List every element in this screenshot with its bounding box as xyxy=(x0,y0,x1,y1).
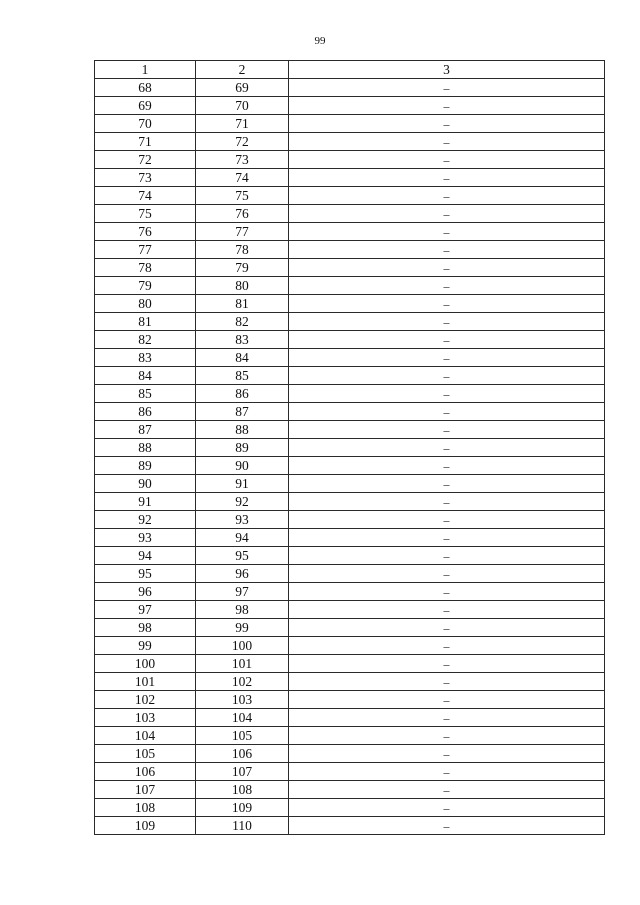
table-cell-col-1: 80 xyxy=(95,295,196,313)
table-cell-col-3: – xyxy=(289,295,605,313)
table-cell-col-2: 70 xyxy=(196,97,289,115)
table-cell-col-1: 79 xyxy=(95,277,196,295)
table-row xyxy=(95,817,605,835)
table-row xyxy=(95,259,605,277)
table-row xyxy=(95,205,605,223)
table-cell-col-3: – xyxy=(289,529,605,547)
table-cell-col-1: 68 xyxy=(95,79,196,97)
table-cell-col-1: 75 xyxy=(95,205,196,223)
table-cell-col-3: – xyxy=(289,673,605,691)
table-cell-col-3: – xyxy=(289,349,605,367)
table-cell-col-1: 105 xyxy=(95,745,196,763)
table-cell-col-3: – xyxy=(289,619,605,637)
table-row xyxy=(95,133,605,151)
table-cell-col-1: 98 xyxy=(95,619,196,637)
table-cell-col-2: 85 xyxy=(196,367,289,385)
table-cell-col-3: – xyxy=(289,367,605,385)
table-cell-col-3: – xyxy=(289,565,605,583)
table-cell-col-2: 78 xyxy=(196,241,289,259)
table-row xyxy=(95,619,605,637)
table-row xyxy=(95,529,605,547)
table-cell-col-2: 95 xyxy=(196,547,289,565)
table-row xyxy=(95,601,605,619)
table-cell-col-1: 77 xyxy=(95,241,196,259)
table-row xyxy=(95,223,605,241)
table-row xyxy=(95,799,605,817)
table-row xyxy=(95,781,605,799)
table-cell-col-1: 83 xyxy=(95,349,196,367)
table-row xyxy=(95,709,605,727)
table-cell-col-3: – xyxy=(289,655,605,673)
table-cell-col-2: 82 xyxy=(196,313,289,331)
table-row xyxy=(95,367,605,385)
table-cell-col-2: 108 xyxy=(196,781,289,799)
table-cell-col-2: 106 xyxy=(196,745,289,763)
table-cell-col-2: 80 xyxy=(196,277,289,295)
table-cell-col-2: 81 xyxy=(196,295,289,313)
table-cell-col-3: – xyxy=(289,493,605,511)
table-row xyxy=(95,97,605,115)
table-cell-col-3: – xyxy=(289,457,605,475)
table-cell-col-3: – xyxy=(289,223,605,241)
table-cell-col-2: 99 xyxy=(196,619,289,637)
table-cell-col-2: 83 xyxy=(196,331,289,349)
table-cell-col-3: – xyxy=(289,745,605,763)
table-cell-col-1: 82 xyxy=(95,331,196,349)
table-cell-col-1: 106 xyxy=(95,763,196,781)
table-body xyxy=(95,79,605,835)
table-cell-col-1: 101 xyxy=(95,673,196,691)
table-cell-col-3: – xyxy=(289,475,605,493)
table-row xyxy=(95,439,605,457)
table-row xyxy=(95,349,605,367)
table-cell-col-1: 91 xyxy=(95,493,196,511)
table-cell-col-1: 97 xyxy=(95,601,196,619)
table-cell-col-1: 90 xyxy=(95,475,196,493)
table-cell-col-1: 86 xyxy=(95,403,196,421)
table-cell-col-3: – xyxy=(289,277,605,295)
table-cell-col-2: 110 xyxy=(196,817,289,835)
table-cell-col-2: 96 xyxy=(196,565,289,583)
table-cell-col-1: 78 xyxy=(95,259,196,277)
table-cell-col-1: 107 xyxy=(95,781,196,799)
table-cell-col-2: 71 xyxy=(196,115,289,133)
table-row xyxy=(95,763,605,781)
table-row xyxy=(95,151,605,169)
table-cell-col-3: – xyxy=(289,763,605,781)
table-row xyxy=(95,241,605,259)
table-cell-col-2: 69 xyxy=(196,79,289,97)
table-cell-col-2: 87 xyxy=(196,403,289,421)
table-cell-col-1: 92 xyxy=(95,511,196,529)
table-row xyxy=(95,115,605,133)
table-cell-col-3: – xyxy=(289,133,605,151)
table-cell-col-2: 79 xyxy=(196,259,289,277)
table-cell-col-3: – xyxy=(289,313,605,331)
table-cell-col-1: 89 xyxy=(95,457,196,475)
table-row xyxy=(95,277,605,295)
table-cell-col-2: 98 xyxy=(196,601,289,619)
table-row xyxy=(95,169,605,187)
table-cell-col-1: 71 xyxy=(95,133,196,151)
table-cell-col-2: 103 xyxy=(196,691,289,709)
table-cell-col-1: 85 xyxy=(95,385,196,403)
table-header-row xyxy=(95,61,605,79)
table-cell-col-2: 72 xyxy=(196,133,289,151)
table-cell-col-3: – xyxy=(289,799,605,817)
column-header-3: 3 xyxy=(289,61,605,79)
table-cell-col-2: 102 xyxy=(196,673,289,691)
table-cell-col-3: – xyxy=(289,115,605,133)
table-cell-col-2: 101 xyxy=(196,655,289,673)
table-row xyxy=(95,187,605,205)
table-cell-col-3: – xyxy=(289,151,605,169)
table-row xyxy=(95,79,605,97)
table-row xyxy=(95,511,605,529)
table-cell-col-3: – xyxy=(289,817,605,835)
table-cell-col-2: 92 xyxy=(196,493,289,511)
table-row xyxy=(95,673,605,691)
table-cell-col-2: 86 xyxy=(196,385,289,403)
table-cell-col-1: 81 xyxy=(95,313,196,331)
table-cell-col-1: 88 xyxy=(95,439,196,457)
table-cell-col-3: – xyxy=(289,241,605,259)
table-cell-col-1: 84 xyxy=(95,367,196,385)
table-cell-col-3: – xyxy=(289,781,605,799)
table-cell-col-2: 93 xyxy=(196,511,289,529)
table-cell-col-1: 74 xyxy=(95,187,196,205)
table-cell-col-1: 104 xyxy=(95,727,196,745)
table-row xyxy=(95,745,605,763)
table-row xyxy=(95,475,605,493)
table-row xyxy=(95,691,605,709)
table-cell-col-1: 69 xyxy=(95,97,196,115)
table-cell-col-2: 88 xyxy=(196,421,289,439)
table-cell-col-3: – xyxy=(289,583,605,601)
table-row xyxy=(95,331,605,349)
table-cell-col-3: – xyxy=(289,169,605,187)
table-row xyxy=(95,727,605,745)
table-cell-col-3: – xyxy=(289,727,605,745)
table-row xyxy=(95,421,605,439)
table-cell-col-2: 97 xyxy=(196,583,289,601)
table-cell-col-3: – xyxy=(289,259,605,277)
table-cell-col-2: 91 xyxy=(196,475,289,493)
table-cell-col-1: 87 xyxy=(95,421,196,439)
table-cell-col-1: 103 xyxy=(95,709,196,727)
table-cell-col-1: 99 xyxy=(95,637,196,655)
table-cell-col-1: 93 xyxy=(95,529,196,547)
table-cell-col-2: 75 xyxy=(196,187,289,205)
table-cell-col-2: 100 xyxy=(196,637,289,655)
table-cell-col-3: – xyxy=(289,691,605,709)
table-cell-col-3: – xyxy=(289,79,605,97)
page-number: 99 xyxy=(314,35,326,47)
table-cell-col-2: 89 xyxy=(196,439,289,457)
table-row xyxy=(95,637,605,655)
table-cell-col-2: 73 xyxy=(196,151,289,169)
table-cell-col-3: – xyxy=(289,511,605,529)
table-cell-col-2: 77 xyxy=(196,223,289,241)
table-cell-col-2: 74 xyxy=(196,169,289,187)
table-cell-col-3: – xyxy=(289,97,605,115)
table-row xyxy=(95,583,605,601)
table-cell-col-2: 84 xyxy=(196,349,289,367)
table-cell-col-3: – xyxy=(289,601,605,619)
table-row xyxy=(95,547,605,565)
table-cell-col-3: – xyxy=(289,331,605,349)
table-cell-col-3: – xyxy=(289,205,605,223)
table-cell-col-2: 76 xyxy=(196,205,289,223)
table-cell-col-3: – xyxy=(289,637,605,655)
column-header-2: 2 xyxy=(196,61,289,79)
table-cell-col-3: – xyxy=(289,187,605,205)
table-row xyxy=(95,295,605,313)
table-cell-col-1: 76 xyxy=(95,223,196,241)
table-cell-col-1: 108 xyxy=(95,799,196,817)
table-cell-col-3: – xyxy=(289,385,605,403)
table-cell-col-3: – xyxy=(289,547,605,565)
table-cell-col-2: 104 xyxy=(196,709,289,727)
table-row xyxy=(95,403,605,421)
table-cell-col-1: 70 xyxy=(95,115,196,133)
table-row xyxy=(95,565,605,583)
table-cell-col-3: – xyxy=(289,403,605,421)
column-header-1: 1 xyxy=(95,61,196,79)
table-cell-col-1: 102 xyxy=(95,691,196,709)
table-cell-col-1: 109 xyxy=(95,817,196,835)
table-cell-col-1: 95 xyxy=(95,565,196,583)
table-cell-col-3: – xyxy=(289,439,605,457)
table-cell-col-1: 100 xyxy=(95,655,196,673)
table-row xyxy=(95,457,605,475)
table-cell-col-3: – xyxy=(289,421,605,439)
table-cell-col-1: 94 xyxy=(95,547,196,565)
data-table xyxy=(94,60,605,835)
table-row xyxy=(95,655,605,673)
table-cell-col-1: 96 xyxy=(95,583,196,601)
table-cell-col-3: – xyxy=(289,709,605,727)
table-cell-col-2: 105 xyxy=(196,727,289,745)
table-row xyxy=(95,313,605,331)
table-cell-col-2: 109 xyxy=(196,799,289,817)
table-cell-col-2: 90 xyxy=(196,457,289,475)
table-row xyxy=(95,493,605,511)
table-cell-col-1: 73 xyxy=(95,169,196,187)
table-cell-col-2: 94 xyxy=(196,529,289,547)
table-row xyxy=(95,385,605,403)
table-cell-col-1: 72 xyxy=(95,151,196,169)
table-cell-col-2: 107 xyxy=(196,763,289,781)
